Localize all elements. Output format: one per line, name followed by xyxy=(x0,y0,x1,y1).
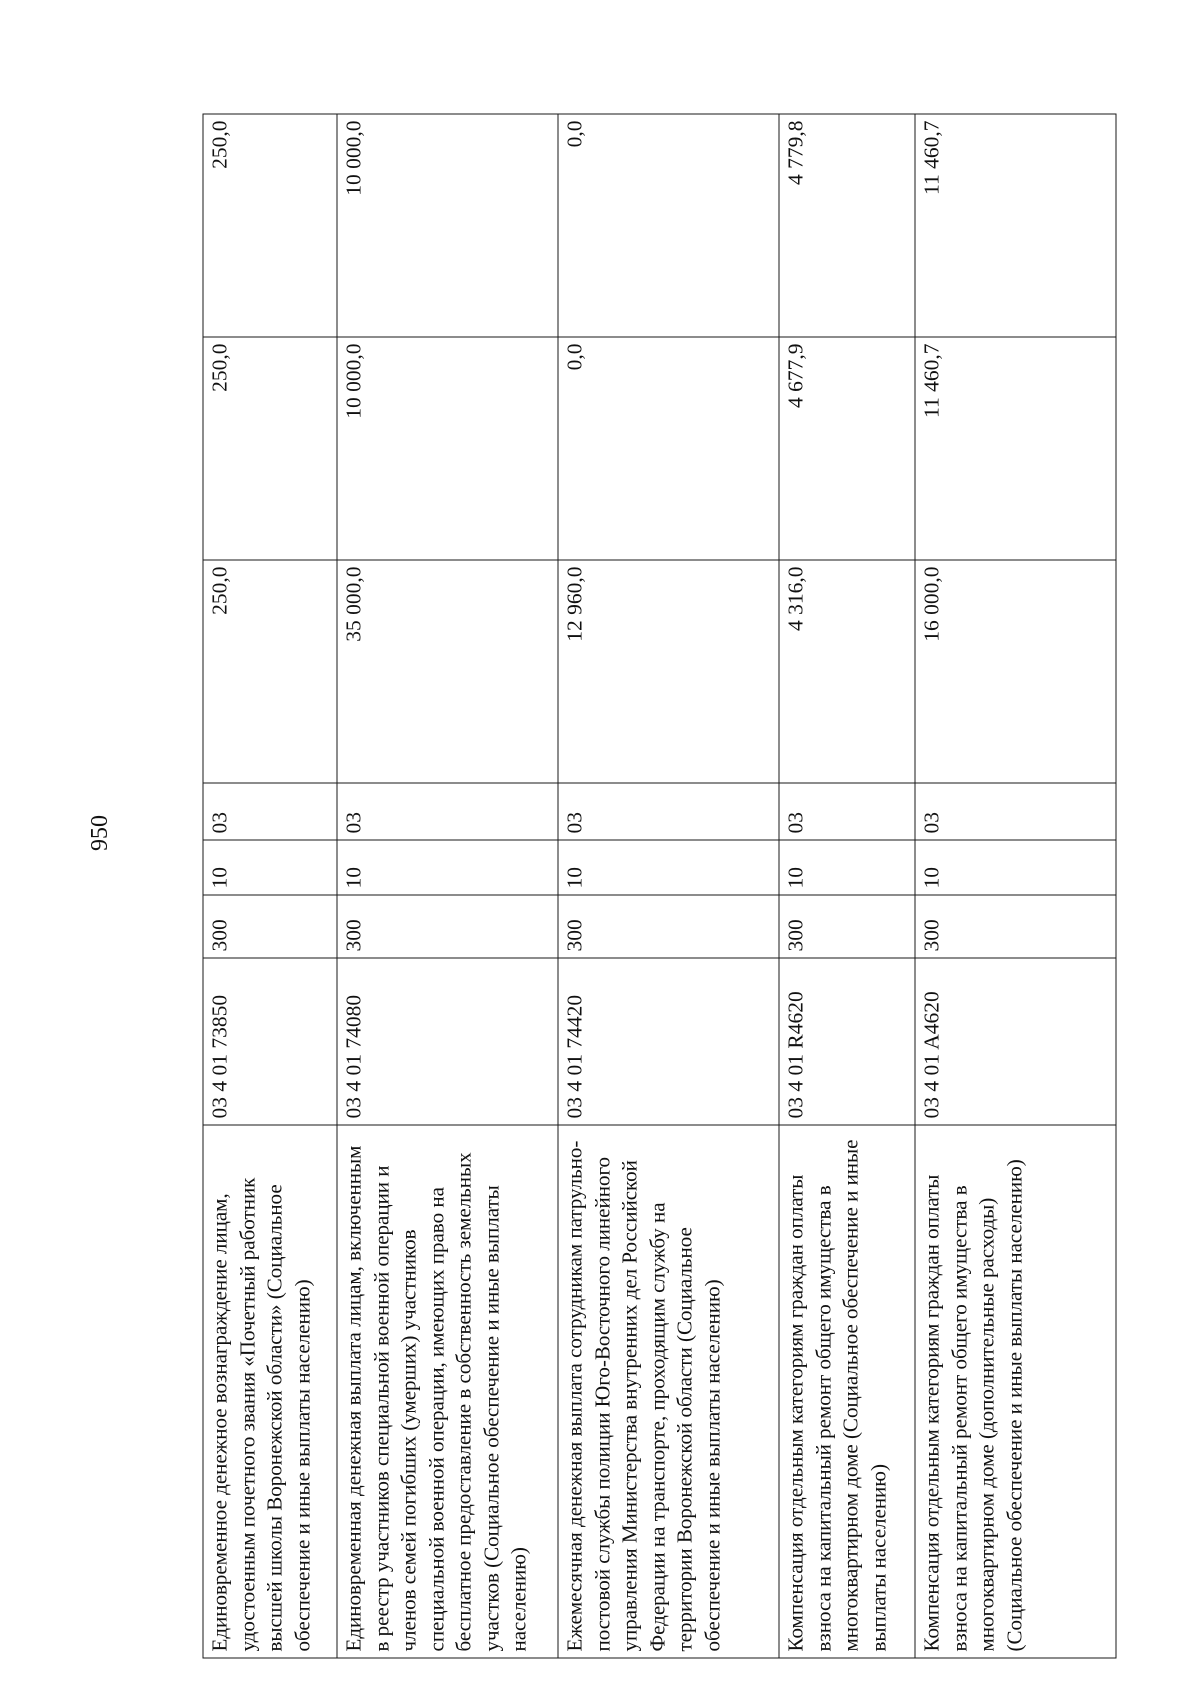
row-amount-year3: 10 000,0 xyxy=(337,114,558,337)
row-amount-year2: 0,0 xyxy=(558,337,779,560)
row-expense-type: 300 xyxy=(558,895,779,958)
budget-table xyxy=(203,114,1117,1659)
row-target-code: 03 4 01 A4620 xyxy=(915,958,1116,1125)
row-subsection: 03 xyxy=(337,783,558,840)
row-section: 10 xyxy=(337,840,558,895)
row-amount-year3: 250,0 xyxy=(203,114,337,337)
row-amount-year2: 4 677,9 xyxy=(779,337,915,560)
row-section: 10 xyxy=(203,840,337,895)
rotated-table-container xyxy=(203,115,1116,1659)
row-target-code: 03 4 01 R4620 xyxy=(779,958,915,1125)
row-amount-year1: 35 000,0 xyxy=(337,560,558,783)
row-description: Единовременная денежная выплата лицам, включенным в реестр участников специальной военной операции и членов семей погибших (умерших) участников специальной военной операции, имеющих право на бесплатное предоставление в собственность земельных участков (Социальное обеспечение и иные выплаты населению) xyxy=(337,1125,558,1658)
row-amount-year2: 11 460,7 xyxy=(915,337,1116,560)
row-amount-year1: 250,0 xyxy=(203,560,337,783)
row-expense-type: 300 xyxy=(337,895,558,958)
row-expense-type: 300 xyxy=(203,895,337,958)
row-expense-type: 300 xyxy=(779,895,915,958)
row-target-code: 03 4 01 73850 xyxy=(203,958,337,1125)
row-subsection: 03 xyxy=(558,783,779,840)
row-subsection: 03 xyxy=(779,783,915,840)
table-row xyxy=(337,114,558,1658)
table-row xyxy=(558,114,779,1658)
row-section: 10 xyxy=(915,840,1116,895)
page-number: 950 xyxy=(87,815,113,851)
row-target-code: 03 4 01 74420 xyxy=(558,958,779,1125)
row-section: 10 xyxy=(558,840,779,895)
table-row xyxy=(779,114,915,1658)
row-amount-year2: 250,0 xyxy=(203,337,337,560)
row-amount-year1: 4 316,0 xyxy=(779,560,915,783)
row-amount-year3: 4 779,8 xyxy=(779,114,915,337)
row-description: Компенсация отдельным категориям граждан оплаты взноса на капитальный ремонт общего имущества в многоквартирном доме (Социальное обеспечение и иные выплаты населению) xyxy=(779,1125,915,1658)
row-amount-year2: 10 000,0 xyxy=(337,337,558,560)
table-row xyxy=(915,114,1116,1658)
row-amount-year3: 0,0 xyxy=(558,114,779,337)
row-subsection: 03 xyxy=(203,783,337,840)
row-expense-type: 300 xyxy=(915,895,1116,958)
row-amount-year1: 12 960,0 xyxy=(558,560,779,783)
row-description: Компенсация отдельным категориям граждан оплаты взноса на капитальный ремонт общего имущества в многоквартирном доме (дополнительные расходы) (Социальное обеспечение и иные выплаты населению) xyxy=(915,1125,1116,1658)
row-description: Единовременное денежное вознаграждение лицам, удостоенным почетного звания «Почетный работник высшей школы Воронежской области» (Социальное обеспечение и иные выплаты населению) xyxy=(203,1125,337,1658)
row-section: 10 xyxy=(779,840,915,895)
row-amount-year3: 11 460,7 xyxy=(915,114,1116,337)
row-target-code: 03 4 01 74080 xyxy=(337,958,558,1125)
table-row xyxy=(203,114,337,1658)
row-subsection: 03 xyxy=(915,783,1116,840)
row-description: Ежемесячная денежная выплата сотрудникам патрульно-постовой службы полиции Юго-Восточного линейного управления Министерства внутренних дел Российской Федерации на транспорте, проходящим службу на территории Воронежской области (Социальное обеспечение и иные выплаты населению) xyxy=(558,1125,779,1658)
row-amount-year1: 16 000,0 xyxy=(915,560,1116,783)
